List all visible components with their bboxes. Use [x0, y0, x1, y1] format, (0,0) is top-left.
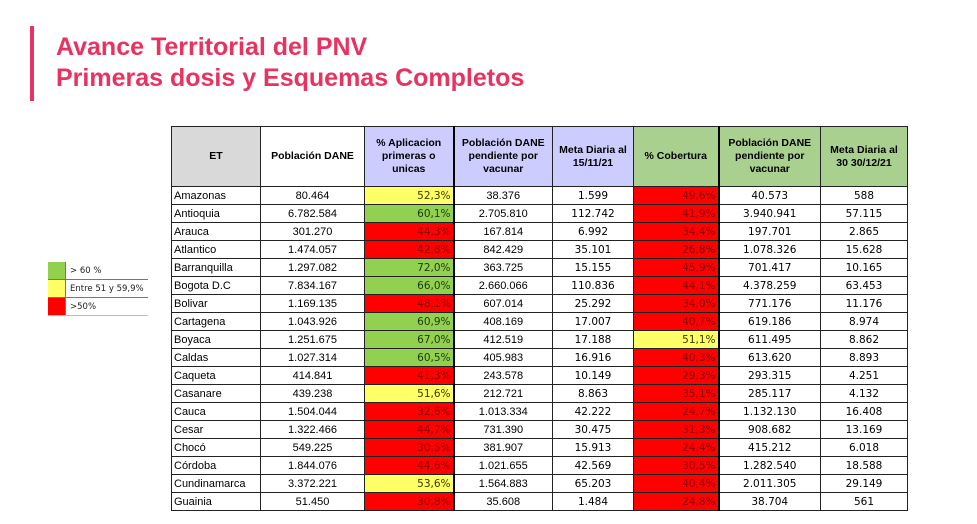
- table-row: [172, 187, 908, 205]
- table-row: [172, 241, 908, 259]
- cell-meta-2: 15.628: [821, 241, 908, 259]
- table-row: [172, 385, 908, 403]
- cell-poblacion: 51.450: [261, 493, 365, 511]
- cell-cobertura: 40,4%: [634, 475, 719, 493]
- cell-pendiente-1: 1.564.883: [454, 475, 553, 493]
- cell-pendiente-1: 405.983: [454, 349, 553, 367]
- cell-pendiente-2: 908.682: [719, 421, 821, 439]
- cell-cobertura: 35,1%: [634, 385, 719, 403]
- table-row: [172, 295, 908, 313]
- col-header-meta-1: Meta Diaria al 15/11/21: [553, 127, 634, 187]
- cell-pendiente-1: 1.021.655: [454, 457, 553, 475]
- cell-pendiente-2: 1.282.540: [719, 457, 821, 475]
- legend-swatch-green: [48, 262, 66, 279]
- legend-label: >50%: [70, 302, 97, 312]
- cell-poblacion: 1.297.082: [261, 259, 365, 277]
- cell-aplicacion: 53,6%: [365, 475, 454, 493]
- cell-cobertura: 44,1%: [634, 277, 719, 295]
- title-line-1: Avance Territorial del PNV: [56, 33, 368, 61]
- cell-meta-2: 57.115: [821, 205, 908, 223]
- cell-meta-2: 8.974: [821, 313, 908, 331]
- cell-meta-2: 10.165: [821, 259, 908, 277]
- cell-poblacion: 3.372.221: [261, 475, 365, 493]
- cell-aplicacion: 30,8%: [365, 493, 454, 511]
- cell-poblacion: 439.238: [261, 385, 365, 403]
- cell-meta-1: 16.916: [553, 349, 634, 367]
- col-header-poblacion: Población DANE: [261, 127, 365, 187]
- cell-meta-1: 17.188: [553, 331, 634, 349]
- cell-meta-1: 17.007: [553, 313, 634, 331]
- cell-poblacion: 1.043.926: [261, 313, 365, 331]
- table-row: [172, 349, 908, 367]
- cell-meta-2: 4.251: [821, 367, 908, 385]
- cell-pendiente-2: 3.940.941: [719, 205, 821, 223]
- cell-pendiente-2: 619.186: [719, 313, 821, 331]
- cell-aplicacion: 52,3%: [365, 187, 454, 205]
- table-row: [172, 205, 908, 223]
- cell-aplicacion: 44,3%: [365, 223, 454, 241]
- title-line-2: Primeras dosis y Esquemas Completos: [56, 64, 525, 92]
- cell-cobertura: 45,9%: [634, 259, 719, 277]
- vaccination-table: [171, 126, 908, 511]
- cell-pendiente-1: 408.169: [454, 313, 553, 331]
- cell-et: Amazonas: [172, 187, 261, 205]
- cell-pendiente-1: 363.725: [454, 259, 553, 277]
- cell-pendiente-1: 381.907: [454, 439, 553, 457]
- cell-et: Arauca: [172, 223, 261, 241]
- cell-meta-1: 1.599: [553, 187, 634, 205]
- cell-poblacion: 414.841: [261, 367, 365, 385]
- legend-label: > 60 %: [70, 266, 102, 276]
- cell-cobertura: 30,5%: [634, 457, 719, 475]
- cell-pendiente-1: 607.014: [454, 295, 553, 313]
- cell-meta-1: 110.836: [553, 277, 634, 295]
- cell-meta-2: 18.588: [821, 457, 908, 475]
- cell-cobertura: 41,9%: [634, 205, 719, 223]
- cell-poblacion: 80.464: [261, 187, 365, 205]
- cell-aplicacion: 60,1%: [365, 205, 454, 223]
- cell-cobertura: 40,3%: [634, 349, 719, 367]
- cell-pendiente-2: 293.315: [719, 367, 821, 385]
- cell-pendiente-2: 38.704: [719, 493, 821, 511]
- cell-aplicacion: 41,3%: [365, 367, 454, 385]
- cell-et: Barranquilla: [172, 259, 261, 277]
- cell-poblacion: 301.270: [261, 223, 365, 241]
- cell-cobertura: 40,7%: [634, 313, 719, 331]
- cell-pendiente-1: 212.721: [454, 385, 553, 403]
- cell-poblacion: 1.251.675: [261, 331, 365, 349]
- legend-swatch-yellow: [48, 280, 66, 297]
- cell-meta-1: 15.155: [553, 259, 634, 277]
- cell-aplicacion: 32,6%: [365, 403, 454, 421]
- cell-cobertura: 34,0%: [634, 295, 719, 313]
- cell-pendiente-1: 167.814: [454, 223, 553, 241]
- cell-pendiente-1: 842.429: [454, 241, 553, 259]
- cell-et: Bolivar: [172, 295, 261, 313]
- cell-aplicacion: 44,6%: [365, 457, 454, 475]
- cell-pendiente-1: 1.013.334: [454, 403, 553, 421]
- cell-et: Casanare: [172, 385, 261, 403]
- cell-pendiente-2: 4.378.259: [719, 277, 821, 295]
- cell-aplicacion: 60,9%: [365, 313, 454, 331]
- cell-pendiente-2: 1.078.326: [719, 241, 821, 259]
- cell-poblacion: 1.844.076: [261, 457, 365, 475]
- cell-pendiente-1: 35.608: [454, 493, 553, 511]
- table-row: [172, 259, 908, 277]
- cell-meta-1: 30.475: [553, 421, 634, 439]
- cell-meta-1: 10.149: [553, 367, 634, 385]
- cell-et: Bogota D.C: [172, 277, 261, 295]
- cell-pendiente-2: 285.117: [719, 385, 821, 403]
- cell-pendiente-2: 415.212: [719, 439, 821, 457]
- table-row: [172, 475, 908, 493]
- cell-pendiente-1: 412.519: [454, 331, 553, 349]
- cell-aplicacion: 30,5%: [365, 439, 454, 457]
- cell-cobertura: 51,1%: [634, 331, 719, 349]
- cell-aplicacion: 60,5%: [365, 349, 454, 367]
- col-header-aplicacion: % Aplicacion primeras o unicas: [365, 127, 454, 187]
- cell-et: Caldas: [172, 349, 261, 367]
- page-title: [56, 32, 524, 94]
- cell-pendiente-2: 701.417: [719, 259, 821, 277]
- cell-meta-2: 29.149: [821, 475, 908, 493]
- cell-meta-2: 63.453: [821, 277, 908, 295]
- table-row: [172, 439, 908, 457]
- legend-item-green: [48, 262, 148, 280]
- cell-aplicacion: 51,6%: [365, 385, 454, 403]
- cell-meta-1: 65.203: [553, 475, 634, 493]
- legend-swatch-red: [48, 298, 66, 315]
- cell-meta-1: 6.992: [553, 223, 634, 241]
- col-header-pendiente-2: Población DANE pendiente por vacunar: [719, 127, 821, 187]
- cell-aplicacion: 48,1%: [365, 295, 454, 313]
- cell-aplicacion: 66,0%: [365, 277, 454, 295]
- legend-item-red: [48, 298, 148, 316]
- cell-aplicacion: 72,0%: [365, 259, 454, 277]
- cell-et: Cundinamarca: [172, 475, 261, 493]
- cell-et: Caqueta: [172, 367, 261, 385]
- cell-meta-1: 35.101: [553, 241, 634, 259]
- cell-aplicacion: 42,8%: [365, 241, 454, 259]
- cell-meta-1: 1.484: [553, 493, 634, 511]
- cell-pendiente-2: 2.011.305: [719, 475, 821, 493]
- cell-pendiente-2: 771.176: [719, 295, 821, 313]
- cell-meta-2: 561: [821, 493, 908, 511]
- cell-meta-1: 8.863: [553, 385, 634, 403]
- color-legend: [48, 262, 148, 316]
- cell-meta-2: 8.862: [821, 331, 908, 349]
- table-row: [172, 313, 908, 331]
- col-header-pendiente-1: Población DANE pendiente por vacunar: [454, 127, 553, 187]
- cell-poblacion: 1.504.044: [261, 403, 365, 421]
- table-header-row: [172, 127, 908, 187]
- cell-et: Cauca: [172, 403, 261, 421]
- cell-pendiente-1: 38.376: [454, 187, 553, 205]
- cell-poblacion: 549.225: [261, 439, 365, 457]
- cell-cobertura: 34,4%: [634, 223, 719, 241]
- cell-pendiente-2: 613.620: [719, 349, 821, 367]
- cell-cobertura: 31,3%: [634, 421, 719, 439]
- col-header-et: ET: [172, 127, 261, 187]
- cell-poblacion: 7.834.167: [261, 277, 365, 295]
- legend-label: Entre 51 y 59,9%: [70, 284, 144, 294]
- cell-pendiente-2: 40.573: [719, 187, 821, 205]
- cell-et: Boyaca: [172, 331, 261, 349]
- cell-cobertura: 24,4%: [634, 439, 719, 457]
- cell-et: Cartagena: [172, 313, 261, 331]
- cell-et: Chocó: [172, 439, 261, 457]
- cell-cobertura: 49,6%: [634, 187, 719, 205]
- cell-meta-2: 16.408: [821, 403, 908, 421]
- table-row: [172, 367, 908, 385]
- cell-et: Córdoba: [172, 457, 261, 475]
- cell-et: Cesar: [172, 421, 261, 439]
- cell-poblacion: 1.169.135: [261, 295, 365, 313]
- cell-et: Atlantico: [172, 241, 261, 259]
- cell-meta-2: 4.132: [821, 385, 908, 403]
- cell-cobertura: 26,8%: [634, 241, 719, 259]
- table-row: [172, 457, 908, 475]
- cell-aplicacion: 67,0%: [365, 331, 454, 349]
- cell-meta-2: 6.018: [821, 439, 908, 457]
- table-row: [172, 331, 908, 349]
- cell-poblacion: 1.322.466: [261, 421, 365, 439]
- cell-meta-1: 15.913: [553, 439, 634, 457]
- cell-pendiente-1: 243.578: [454, 367, 553, 385]
- legend-item-yellow: [48, 280, 148, 298]
- cell-aplicacion: 44,7%: [365, 421, 454, 439]
- cell-et: Antioquia: [172, 205, 261, 223]
- table-row: [172, 493, 908, 511]
- cell-meta-1: 42.222: [553, 403, 634, 421]
- cell-pendiente-2: 611.495: [719, 331, 821, 349]
- cell-meta-2: 2.865: [821, 223, 908, 241]
- cell-poblacion: 1.474.057: [261, 241, 365, 259]
- table-row: [172, 421, 908, 439]
- table-row: [172, 277, 908, 295]
- table-row: [172, 223, 908, 241]
- col-header-cobertura: % Cobertura: [634, 127, 719, 187]
- cell-meta-2: 588: [821, 187, 908, 205]
- cell-poblacion: 1.027.314: [261, 349, 365, 367]
- cell-pendiente-1: 2.705.810: [454, 205, 553, 223]
- col-header-meta-2: Meta Diaria al 30 30/12/21: [821, 127, 908, 187]
- table-row: [172, 403, 908, 421]
- cell-meta-1: 42.569: [553, 457, 634, 475]
- cell-cobertura: 24,8%: [634, 493, 719, 511]
- cell-meta-1: 25.292: [553, 295, 634, 313]
- cell-et: Guainia: [172, 493, 261, 511]
- cell-pendiente-1: 2.660.066: [454, 277, 553, 295]
- cell-cobertura: 29,3%: [634, 367, 719, 385]
- title-accent-bar: [30, 26, 34, 101]
- cell-cobertura: 24,7%: [634, 403, 719, 421]
- cell-meta-2: 13.169: [821, 421, 908, 439]
- cell-pendiente-1: 731.390: [454, 421, 553, 439]
- cell-pendiente-2: 197.701: [719, 223, 821, 241]
- cell-pendiente-2: 1.132.130: [719, 403, 821, 421]
- cell-poblacion: 6.782.584: [261, 205, 365, 223]
- cell-meta-2: 8.893: [821, 349, 908, 367]
- cell-meta-1: 112.742: [553, 205, 634, 223]
- cell-meta-2: 11.176: [821, 295, 908, 313]
